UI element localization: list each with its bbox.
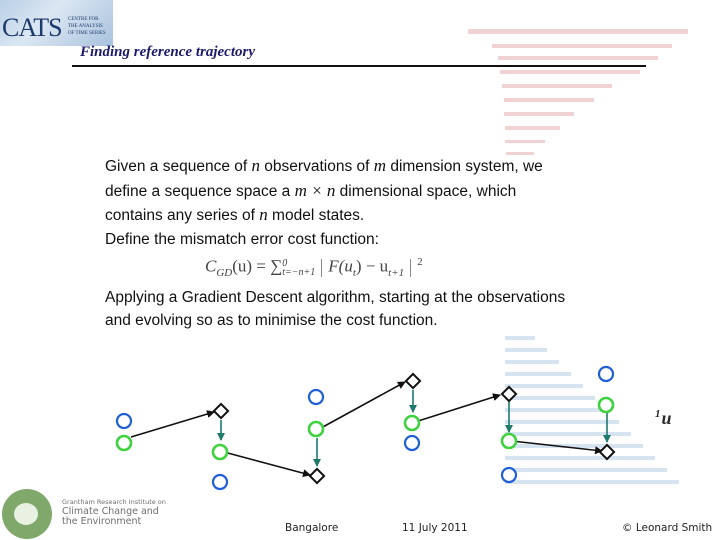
grantham-institute-text bbox=[62, 498, 166, 527]
trajectory-segment bbox=[415, 395, 500, 422]
observation-circle bbox=[599, 367, 613, 381]
model-trajectory-lines bbox=[131, 382, 602, 475]
trajectory-segment bbox=[131, 412, 214, 437]
cats-logo-sub-1: CENTRE FOR bbox=[68, 17, 99, 22]
formula-mid: (u) = ∑ bbox=[232, 256, 283, 276]
state-diamond bbox=[406, 374, 420, 388]
observations bbox=[117, 367, 613, 489]
text-fragment: dimension system, we bbox=[386, 158, 543, 175]
text-fragment: observations of bbox=[260, 158, 374, 175]
state-diamond bbox=[600, 445, 614, 459]
cats-logo-sub-3: OF TIME SERIES bbox=[68, 31, 106, 36]
text-fragment: contains any series of bbox=[105, 207, 260, 224]
corrected-circle bbox=[213, 445, 227, 459]
text-fragment: model states. bbox=[267, 207, 365, 224]
formula-f: F(u bbox=[328, 256, 353, 276]
corrected-circle bbox=[405, 416, 419, 430]
cats-logo-sub-2: THE ANALYSIS bbox=[68, 24, 103, 29]
trajectory-label-u: u bbox=[661, 408, 672, 428]
grantham-line-3: the Environment bbox=[62, 516, 142, 527]
body-line-4: Define the mismatch error cost function: bbox=[105, 230, 379, 248]
trajectory-label bbox=[655, 408, 672, 429]
formula-minus: ) − u bbox=[355, 256, 389, 276]
formula-sub-t1: t+1 bbox=[388, 267, 405, 280]
math-m: m bbox=[373, 156, 387, 175]
corrected-circle bbox=[502, 434, 516, 448]
math-n: n bbox=[251, 156, 260, 175]
corrected-circle bbox=[309, 422, 323, 436]
grantham-logo-mark bbox=[14, 503, 38, 525]
grantham-logo bbox=[2, 489, 52, 539]
observation-circle bbox=[502, 468, 516, 482]
state-diamond bbox=[214, 404, 228, 418]
state-diamond bbox=[502, 387, 516, 401]
trajectory-segment bbox=[224, 452, 310, 475]
corrected-states bbox=[117, 398, 613, 459]
formula-sum-top: 0 bbox=[282, 257, 288, 269]
observation-circle bbox=[213, 475, 227, 489]
grantham-line-2: Climate Change and bbox=[62, 506, 159, 517]
slide-title: Finding reference trajectory bbox=[80, 44, 255, 60]
formula-c: C bbox=[205, 256, 217, 276]
text-fragment: dimensional space, which bbox=[335, 182, 517, 200]
corrected-circle bbox=[599, 398, 613, 412]
grantham-line-1: Grantham Research Institute on bbox=[62, 498, 166, 506]
corrected-circle bbox=[117, 436, 131, 450]
cats-logo-text: CATS bbox=[2, 13, 62, 42]
trajectory-segment bbox=[321, 382, 405, 428]
footer-location: Bangalore bbox=[285, 522, 339, 534]
formula-sub-gd: GD bbox=[216, 267, 233, 280]
math-n: n bbox=[259, 205, 268, 224]
body-line-7: and evolving so as to minimise the cost function. bbox=[105, 312, 438, 330]
observation-circle bbox=[117, 414, 131, 428]
footer-copyright: © Leonard Smith bbox=[622, 522, 713, 534]
text-fragment: define a sequence space a bbox=[105, 182, 295, 200]
formula-sub-t: t bbox=[352, 267, 356, 280]
observation-circle bbox=[309, 390, 323, 404]
text-fragment: Given a sequence of bbox=[105, 158, 252, 175]
state-diamond bbox=[310, 469, 324, 483]
body-line-6: Applying a Gradient Descent algorithm, starting at the observations bbox=[105, 288, 566, 306]
trajectory-label-superscript: 1 bbox=[655, 408, 661, 420]
math-m-times-n: m × n bbox=[294, 180, 336, 200]
observation-circle bbox=[405, 436, 419, 450]
trajectory-segment bbox=[512, 441, 602, 451]
formula-sum-bottom: t=−n+1 bbox=[282, 266, 316, 278]
footer-date: 11 July 2011 bbox=[402, 522, 468, 534]
formula-square: 2 bbox=[417, 256, 423, 268]
